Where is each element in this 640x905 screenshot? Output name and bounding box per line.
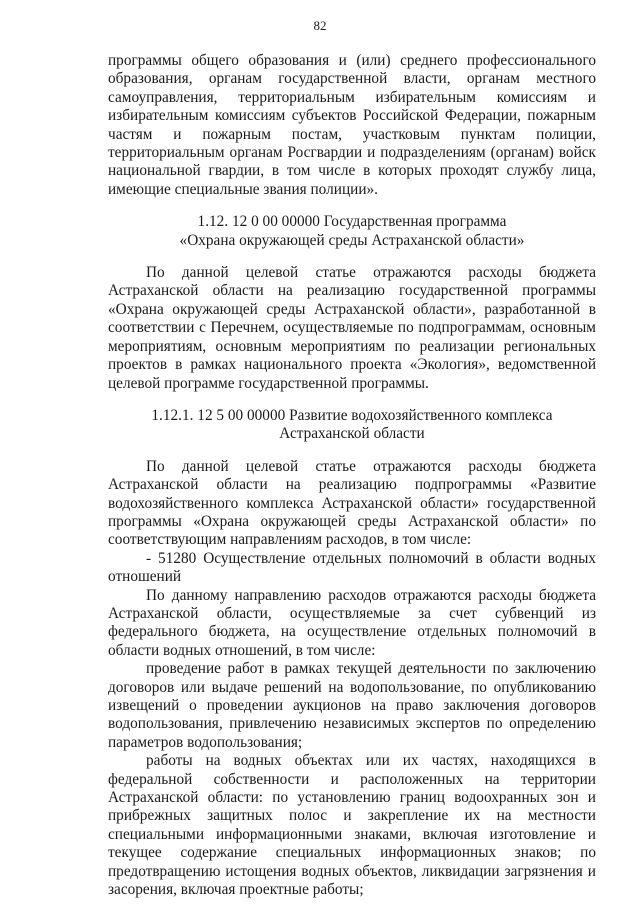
section-heading-1-12-1-line-1: 1.12.1. 12 5 00 00000 Развитие водохозяйственного комплекса [151, 406, 553, 424]
list-item-works-water-objects: работы на водных объектах или их частях, находящихся в федеральной собственности и расположенных на территории Астраханской области: по установлению границ водоохранных зон и прибрежных защитных полос и закрепление их на местности специальными информационными знаками, включая изготовление и текущее содержание специальных информационных знаков; по предотвращению истощения водных объектов, ликвидации загрязнения и засорения, включая проектные работы; [108, 752, 596, 899]
paragraph-program-description: По данной целевой статье отражаются расходы бюджета Астраханской области на реализацию государственной программы «Охрана окружающей среды Астраханской области», разработанной в соответствии с Перечнем, осуществляемые по подпрограммам, основным мероприятиям, основным мероприятиям по реализации региональных проектов в рамках национального проекта «Экология», ведомственной целевой программе государственной программы. [108, 264, 596, 392]
section-heading-1-12-1-line-2: Астраханской области [279, 425, 425, 443]
document-body [108, 52, 596, 899]
section-heading-1-12-1 [108, 407, 596, 444]
section-heading-1-12-line-1: 1.12. 12 0 00 00000 Государственная программа [197, 213, 507, 231]
section-heading-1-12 [108, 213, 596, 250]
paragraph-expense-details: По данному направлению расходов отражаются расходы бюджета Астраханской области, осуществляемые за счет субвенций из федерального бюджета, на осуществление отдельных полномочий в области водных отношений, в том числе: [108, 586, 596, 659]
page-number: 82 [313, 18, 327, 33]
paragraph-subprogram-description: По данной целевой статье отражаются расходы бюджета Астраханской области на реализацию подпрограммы «Развитие водохозяйственного комплекса Астраханской области» государственной программы «Охрана окружающей среды Астраханской области» по соответствующим направлениям расходов, в том числе: [108, 457, 596, 549]
paragraph-expense-direction: - 51280 Осуществление отдельных полномочий в области водных отношений [108, 549, 596, 586]
section-heading-1-12-line-2: «Охрана окружающей среды Астраханской области» [179, 231, 525, 249]
list-item-works-contracts: проведение работ в рамках текущей деятельности по заключению договоров или выдаче решений на водопользование, по опубликованию извещений о проведении аукционов на право заключения договоров водопользования, привлечению независимых экспертов по определению параметров водопользования; [108, 660, 596, 751]
paragraph-continuation: программы общего образования и (или) среднего профессионального образования, органам государственной власти, органам местного самоуправления, территориальным избирательным комиссиям и избирательным комиссиям субъектов Российской Федерации, пожарным частям и пожарным постам, участковым пунктам полиции, территориальным органам Росгвардии и подразделениям (органам) войск национальной гвардии, в том числе в которых проходят службу лица, имеющие специальные звания полиции». [108, 52, 596, 198]
